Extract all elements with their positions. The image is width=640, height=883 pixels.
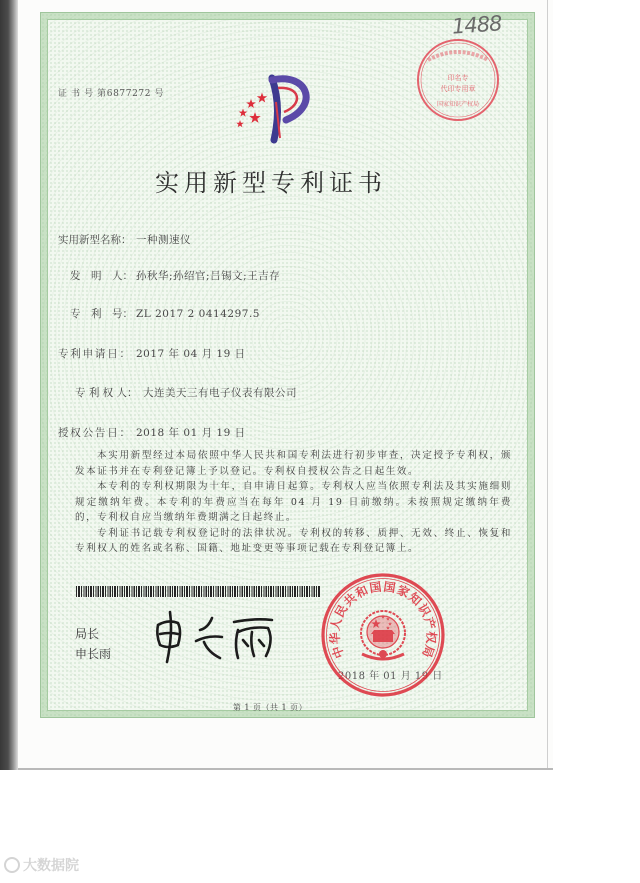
- handwritten-signature-icon: [150, 608, 280, 666]
- signatory-title: 局长: [75, 627, 100, 641]
- signature-stroke: [204, 642, 220, 658]
- field-label: 专 利 号：: [70, 308, 133, 320]
- copy-seal-icon: [416, 38, 500, 122]
- seal-date: 2018 年 01 月 19 日: [338, 671, 443, 682]
- field-label: 专 利 权 人：: [75, 387, 138, 399]
- field-value: ZL 2017 2 0414297.5: [136, 308, 260, 320]
- seal-ring-text-path: 中华人民共和国国家知识产权局: [327, 579, 439, 661]
- signatory-name: 申长雨: [75, 647, 112, 661]
- field-value: 孙秋华;孙绍官;吕锡文;王吉存: [136, 270, 281, 282]
- emblem-gear: [379, 650, 387, 658]
- star-icon: [257, 93, 267, 103]
- field-label: 专利申请日：: [58, 348, 130, 360]
- signature-stroke: [234, 619, 272, 622]
- signature-stroke: [167, 612, 171, 662]
- certificate-number: 证 书 号 第6877272 号: [58, 89, 165, 99]
- field-patentee: [75, 386, 297, 400]
- field-value: 一种测速仪: [136, 234, 191, 246]
- handwritten-note: 1488: [451, 11, 503, 39]
- emblem-gate: [373, 634, 393, 642]
- field-label: 实用新型名称：: [58, 234, 132, 246]
- logo-stars: [236, 93, 267, 128]
- field-application-date: [58, 347, 246, 361]
- barcode-icon: [76, 586, 320, 597]
- star-icon: [236, 120, 244, 127]
- copy-seal-line-2: 代印专用章: [440, 85, 476, 93]
- emblem-gate-roof: [371, 630, 395, 634]
- field-label: 发 明 人：: [70, 270, 133, 282]
- page-footer: 第 1 页（共 1 页）: [232, 703, 308, 712]
- official-seal-icon: [318, 570, 448, 700]
- field-grant-date: [58, 426, 246, 440]
- watermark-text: 大数据院: [23, 858, 79, 874]
- signature-stroke: [236, 630, 238, 658]
- certificate-title: 实用新型专利证书: [155, 169, 387, 197]
- copy-seal-arc-lettering: [428, 52, 488, 60]
- national-emblem-icon: [361, 611, 405, 659]
- patent-office-logo-icon: [228, 72, 318, 144]
- star-icon: [246, 99, 256, 108]
- copy-seal-bottom-text: 国家知识产权局: [436, 101, 480, 108]
- field-value: 2017 年 04 月 19 日: [136, 348, 246, 360]
- watermark-logo-icon: [4, 857, 20, 873]
- watermark: [4, 855, 79, 875]
- binding-shadow: [0, 0, 18, 770]
- certificate-terms: [75, 448, 512, 557]
- terms-paragraph: 专利证书记载专利权登记时的法律状况。专利权的转移、质押、无效、终止、恢复和专利权人的姓名或名称、国籍、地址变更等事项记载在专利登记簿上。: [75, 527, 512, 554]
- terms-paragraph: 本专利的专利权期限为十年，自申请日起算。专利权人应当依照专利法及其实施细则规定缴纳年费。本专利的年费应当在每年 04 月 19 日前缴纳。未按照规定缴纳年费的，专利权自应当缴纳年费期满之日起终止。: [75, 481, 512, 523]
- field-inventors: [70, 269, 280, 283]
- signature-stroke: [196, 637, 222, 642]
- field-label: 授权公告日：: [58, 427, 130, 439]
- signature-stroke: [251, 632, 254, 656]
- logo-inner-curve: [278, 88, 297, 112]
- field-patent-number: [70, 307, 260, 321]
- star-icon: [249, 112, 260, 123]
- copy-seal-line-1: 印名专: [447, 74, 469, 82]
- star-icon: [239, 109, 248, 117]
- terms-paragraph: 本实用新型经过本局依照中华人民共和国专利法进行初步审查，决定授予专利权，颁发本证书并在专利登记簿上予以登记。专利权自授权公告之日起生效。: [75, 450, 512, 477]
- field-value: 大连美天三有电子仪表有限公司: [143, 387, 297, 399]
- field-utility-model-name: [58, 233, 191, 247]
- signature-stroke: [200, 618, 212, 630]
- signature-stroke: [160, 633, 178, 634]
- field-value: 2018 年 01 月 19 日: [136, 427, 246, 439]
- signature-stroke: [243, 640, 264, 646]
